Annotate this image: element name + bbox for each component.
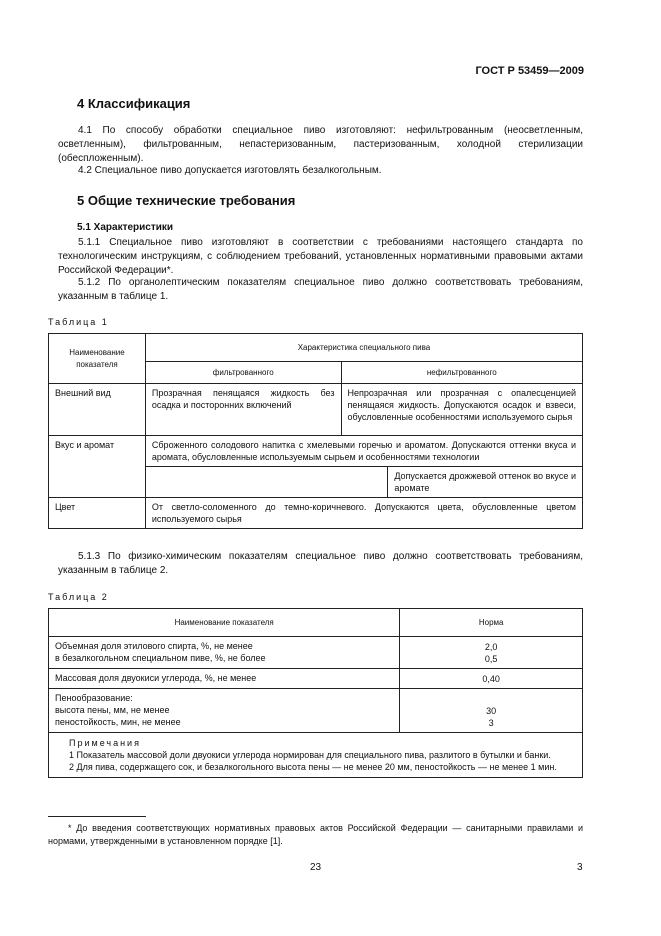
table-1-caption: Таблица 1	[48, 317, 109, 327]
note-1: 1 Показатель массовой доли двуокиси углерода нормирован для специального пива, разлитого в бутылки и банки.	[69, 750, 551, 760]
paragraph-5-1-1: 5.1.1 Специальное пиво изготовляют в соответствии с требованиями настоящего стандарта по технологическим инструкциям, с соблюдением требований, установленных нормативными правовыми актами Российской Федерации*.	[58, 237, 583, 276]
paragraph-4-1: 4.1 По способу обработки специальное пиво изготовляют: нефильтрованным (неосветленным, осветленным), фильтрованным, непастеризованным, пастеризованным, холодной стерилизации (обеспложенным).	[58, 125, 583, 164]
sheet-number: 3	[577, 862, 583, 873]
table-cell	[400, 689, 583, 733]
table-row-name: Вкус и аромат	[49, 436, 146, 498]
table-1-header-group: Характеристика специального пива	[145, 334, 582, 362]
table-cell	[400, 637, 583, 669]
table-row-name: Массовая доля двуокиси углерода, %, не менее	[49, 669, 400, 689]
notes-title: Примечания	[69, 738, 141, 748]
table-cell: Прозрачная пенящаяся жидкость без осадка и посторонних включений	[145, 384, 341, 436]
table-1	[48, 333, 583, 529]
table-2-caption: Таблица 2	[48, 592, 109, 602]
page-number: 23	[310, 862, 322, 873]
paragraph-4-2: 4.2 Специальное пиво допускается изготовлять безалкогольным.	[78, 165, 382, 176]
section-5-title: 5 Общие технические требования	[77, 193, 296, 208]
table-cell: От светло-соломенного до темно-коричневого. Допускаются цвета, обусловленные цветом используемого сырья	[145, 498, 582, 529]
subsection-5-1-title: 5.1 Характеристики	[77, 222, 174, 233]
table-cell: Допускается дрожжевой оттенок во вкусе и аромате	[388, 467, 583, 498]
table-2	[48, 608, 583, 778]
table-cell: 0,40	[400, 669, 583, 689]
table-row-name	[49, 637, 400, 669]
section-4-title: 4 Классификация	[77, 96, 191, 111]
table-cell: Непрозрачная или прозрачная с опалесценцией пенящаяся жидкость. Допускаются осадок и взвеси, обусловленные особенностями используемого сырья	[341, 384, 583, 436]
table-row-name: Внешний вид	[49, 384, 146, 436]
table-row-name: Цвет	[49, 498, 146, 529]
table-1-header-unfiltered: нефильтрованного	[341, 362, 583, 384]
row-label: Пенообразование:	[55, 693, 133, 703]
document-id: ГОСТ Р 53459—2009	[475, 65, 584, 77]
value: 30	[486, 706, 497, 716]
value: 3	[488, 718, 494, 728]
table-row-name	[49, 689, 400, 733]
table-2-header-name: Наименование показателя	[49, 609, 400, 637]
row-label: Объемная доля этилового спирта, %, не менее	[55, 641, 253, 651]
paragraph-5-1-3: 5.1.3 По физико-химическим показателям специальное пиво должно соответствовать требованиям, указанным в таблице 2.	[58, 551, 583, 576]
row-label: пеностойкость, мин, не менее	[55, 717, 181, 727]
table-1-header-filtered: фильтрованного	[145, 362, 341, 384]
value: 0,5	[484, 653, 498, 664]
table-notes	[49, 733, 583, 778]
row-label: высота пены, мм, не менее	[55, 705, 170, 715]
table-1-header-name: Наименование показателя	[49, 334, 146, 384]
footnote-divider	[48, 816, 146, 817]
paragraph-5-1-2: 5.1.2 По органолептическим показателям специальное пиво должно соответствовать требованиям, указанным в таблице 1.	[58, 277, 583, 302]
table-cell-empty	[145, 467, 387, 498]
table-cell: Сброженного солодового напитка с хмелевыми горечью и ароматом. Допускаются оттенки вкуса и аромата, обусловленные используемым сырьем и особенностями технологии	[145, 436, 582, 467]
value: 2,0	[484, 641, 498, 652]
table-2-header-norm: Норма	[400, 609, 583, 637]
footnote: * До введения соответствующих нормативных правовых актов Российской Федерации — санитарными правилами и нормами, утвержденными в установленном порядке [1].	[48, 823, 583, 846]
note-2: 2 Для пива, содержащего сок, и безалкогольного высота пены — не менее 20 мм, пеностойкость — не менее 1 мин.	[69, 762, 557, 772]
row-label: в безалкогольном специальном пиве, %, не более	[55, 653, 266, 663]
